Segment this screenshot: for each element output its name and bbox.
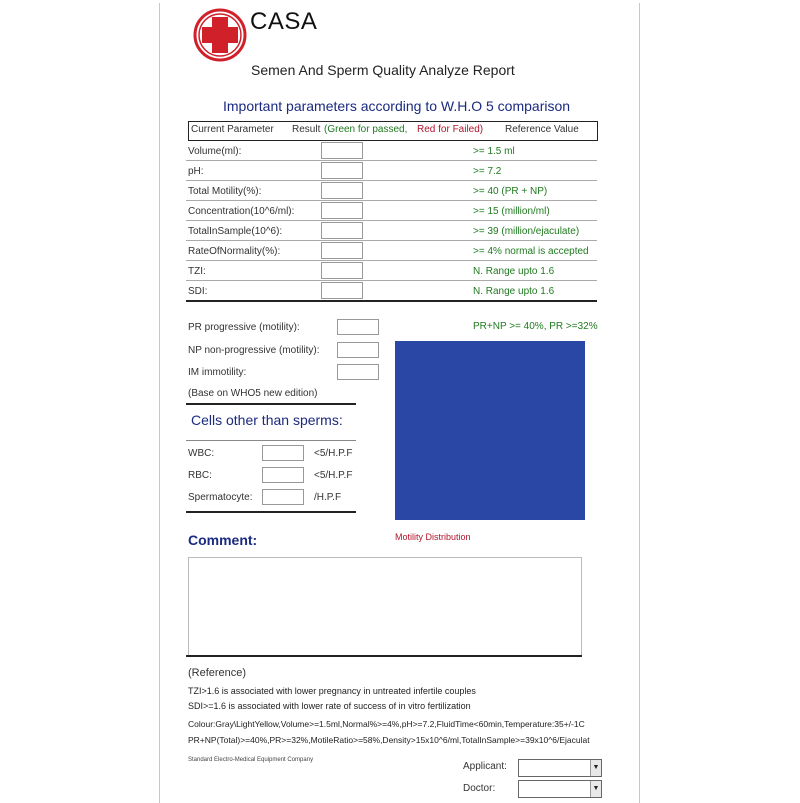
param-reference: >= 7.2 bbox=[473, 166, 502, 177]
result-field[interactable] bbox=[321, 162, 363, 179]
motility-chart-label: Motility Distribution bbox=[395, 532, 471, 542]
red-cross-logo-icon bbox=[193, 8, 247, 62]
wbc-unit: <5/H.P.F bbox=[314, 448, 353, 459]
result-field[interactable] bbox=[321, 142, 363, 159]
chevron-down-icon[interactable]: ▼ bbox=[590, 781, 601, 797]
section-title: Important parameters according to W.H.O 5 comparison bbox=[223, 98, 571, 114]
param-reference: N. Range upto 1.6 bbox=[473, 266, 555, 277]
comment-box[interactable] bbox=[188, 557, 582, 656]
applicant-select[interactable] bbox=[518, 759, 602, 777]
pr-label: PR progressive (motility): bbox=[188, 322, 300, 333]
doctor-label: Doctor: bbox=[463, 783, 496, 794]
param-label: RateOfNormality(%): bbox=[188, 246, 281, 257]
wbc-field[interactable] bbox=[262, 445, 304, 461]
param-reference: >= 1.5 ml bbox=[473, 146, 515, 157]
row-divider bbox=[186, 220, 597, 221]
param-label: Total Motility(%): bbox=[188, 186, 262, 197]
chevron-down-icon[interactable]: ▼ bbox=[590, 760, 601, 776]
motility-distribution-chart bbox=[395, 341, 585, 520]
row-divider bbox=[186, 160, 597, 161]
rbc-unit: <5/H.P.F bbox=[314, 470, 353, 481]
param-reference: >= 15 (million/ml) bbox=[473, 206, 550, 217]
result-field[interactable] bbox=[321, 182, 363, 199]
spermatocyte-field[interactable] bbox=[262, 489, 304, 505]
company-name: Standard Electro-Medical Equipment Company bbox=[188, 757, 314, 763]
spermatocyte-unit: /H.P.F bbox=[314, 492, 342, 503]
header-reference: Reference Value bbox=[505, 124, 579, 135]
reference-line: TZI>1.6 is associated with lower pregnancy in untreated infertile couples bbox=[188, 686, 476, 696]
motility-criteria: PR+NP >= 40%, PR >=32% bbox=[473, 321, 598, 332]
param-label: Volume(ml): bbox=[188, 146, 242, 157]
doctor-select[interactable] bbox=[518, 780, 602, 798]
result-field[interactable] bbox=[321, 242, 363, 259]
motility-rule bbox=[186, 403, 356, 405]
header-green-note: (Green for passed, bbox=[324, 124, 408, 135]
rbc-field[interactable] bbox=[262, 467, 304, 483]
comment-title: Comment: bbox=[188, 532, 258, 548]
param-label: pH: bbox=[188, 166, 204, 177]
applicant-label: Applicant: bbox=[463, 761, 507, 772]
result-field[interactable] bbox=[321, 202, 363, 219]
param-reference: >= 40 (PR + NP) bbox=[473, 186, 548, 197]
cells-title: Cells other than sperms: bbox=[191, 412, 343, 428]
rbc-label: RBC: bbox=[188, 470, 212, 481]
param-label: Concentration(10^6/ml): bbox=[188, 206, 295, 217]
param-reference: N. Range upto 1.6 bbox=[473, 286, 555, 297]
who5-note: (Base on WHO5 new edition) bbox=[188, 388, 318, 399]
header-result: Result bbox=[292, 124, 321, 135]
reference-line: PR+NP(Total)>=40%,PR>=32%,MotileRatio>=58%,Density>15x10^6/ml,TotalInSample>=39x10^6/Ejaculat bbox=[188, 735, 590, 745]
im-field[interactable] bbox=[337, 364, 379, 380]
row-divider bbox=[186, 180, 597, 181]
row-divider bbox=[186, 260, 597, 261]
param-label: TZI: bbox=[188, 266, 206, 277]
row-divider bbox=[186, 240, 597, 241]
param-label: TotalInSample(10^6): bbox=[188, 226, 283, 237]
spermatocyte-label: Spermatocyte: bbox=[188, 492, 253, 503]
param-label: SDI: bbox=[188, 286, 208, 297]
cells-title-rule bbox=[186, 440, 356, 441]
row-divider bbox=[186, 200, 597, 201]
reference-title: (Reference) bbox=[188, 667, 247, 679]
header-parameter: Current Parameter bbox=[191, 124, 274, 135]
table-bottom-rule bbox=[186, 300, 597, 302]
pr-field[interactable] bbox=[337, 319, 379, 335]
np-label: NP non-progressive (motility): bbox=[188, 345, 320, 356]
result-field[interactable] bbox=[321, 222, 363, 239]
param-reference: >= 39 (million/ejaculate) bbox=[473, 226, 580, 237]
header-red-note: Red for Failed) bbox=[417, 124, 484, 135]
im-label: IM immotility: bbox=[188, 367, 247, 378]
comment-rule bbox=[186, 655, 582, 657]
row-divider bbox=[186, 280, 597, 281]
cells-rule bbox=[186, 511, 356, 513]
reference-line: SDI>=1.6 is associated with lower rate of success of in vitro fertilization bbox=[188, 701, 471, 711]
result-field[interactable] bbox=[321, 262, 363, 279]
report-subtitle: Semen And Sperm Quality Analyze Report bbox=[251, 62, 515, 78]
brand-title: CASA bbox=[250, 8, 318, 35]
wbc-label: WBC: bbox=[188, 448, 215, 459]
reference-line: Colour:Gray\LightYellow,Volume>=1.5ml,Normal%>=4%,pH>=7.2,FluidTime<60min,Temperature:35+/-1C bbox=[188, 719, 585, 729]
result-field[interactable] bbox=[321, 282, 363, 299]
np-field[interactable] bbox=[337, 342, 379, 358]
param-reference: >= 4% normal is accepted bbox=[473, 246, 589, 257]
